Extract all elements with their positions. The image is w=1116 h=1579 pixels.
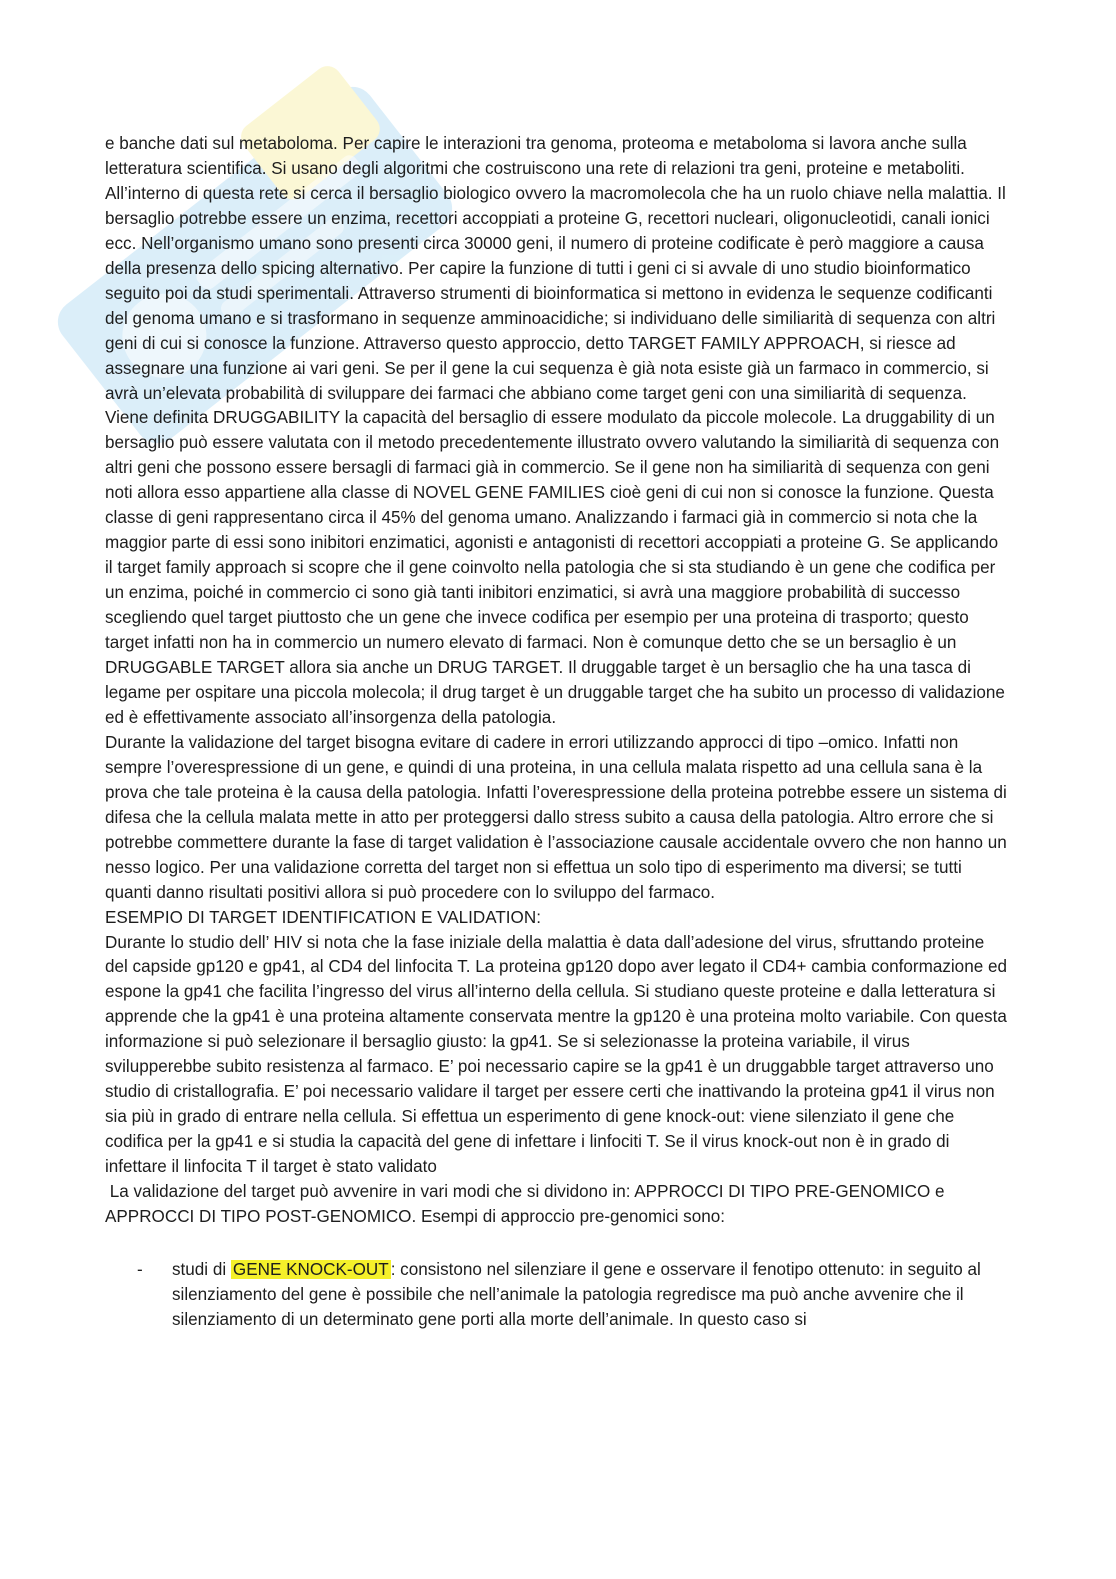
document-body — [105, 132, 1010, 1333]
paragraph-target-identification: e banche dati sul metaboloma. Per capire le interazioni tra genoma, proteoma e metaboloma si lavora anche sulla letteratura scientifica. Si usano degli algoritmi che costruiscono una rete di relazioni tra geni, proteine e metaboliti. All’interno di questa rete si cerca il bersaglio biologico ovvero la macromolecola che ha un ruolo chiave nella malattia. Il bersaglio potrebbe essere un enzima, recettori accoppiati a proteine G, recettori nucleari, oligonucleotidi, canali ionici ecc. Nell’organismo umano sono presenti circa 30000 geni, il numero di proteine codificate è però maggiore a causa della presenza dello spicing alternativo. Per capire la funzione di tutti i geni ci si avvale di uno studio bioinformatico seguito poi da studi sperimentali. Attraverso strumenti di bioinformatica si mettono in evidenza le sequenze codificanti del genoma umano e si trasformano in sequenze amminoacidiche; si individuano delle similiarità di sequenza con altri geni di cui si conosce la funzione. Attraverso questo approccio, detto TARGET FAMILY APPROACH, si riesce ad assegnare una funzione ai vari geni. Se per il gene la cui sequenza è già nota esiste già un farmaco in commercio, si avrà un’elevata probabilità di sviluppare dei farmaci che abbiano come target geni con una similiarità di sequenza. Viene definita DRUGGABILITY la capacità del bersaglio di essere modulato da piccole molecole. La druggability di un bersaglio può essere valutata con il metodo precedentemente illustrato ovvero valutando la similiarità di sequenza con altri geni che possono essere bersagli di farmaci già in commercio. Se il gene non ha similiarità di sequenza con geni noti allora esso appartiene alla classe di NOVEL GENE FAMILIES cioè geni di cui non si conosce la funzione. Questa classe di geni rappresentano circa il 45% del genoma umano. Analizzando i farmaci già in commercio si nota che la maggior parte di essi sono inibitori enzimatici, agonisti e antagonisti di recettori accoppiati a proteine G. Se applicando il target family approach si scopre che il gene coinvolto nella patologia che si sta studiando è un gene che codifica per un enzima, poiché in commercio ci sono già tanti inibitori enzimatici, si avrà una maggiore probabilità di successo scegliendo quel target piuttosto che un gene che invece codifica per esempio per una proteina di trasporto; questo target infatti non ha in commercio un numero elevato di farmaci. Non è comunque detto che se un bersaglio è un DRUGGABLE TARGET allora sia anche un DRUG TARGET. Il druggable target è un bersaglio che ha una tasca di legame per ospitare una piccola molecola; il drug target è un druggable target che ha subito un processo di validazione ed è effettivamente associato all’insorgenza della patologia. — [105, 134, 1006, 727]
list-item-gene-knockout — [172, 1258, 1010, 1333]
bullet-list — [105, 1258, 1010, 1333]
paragraph-approaches: La validazione del target può avvenire in vari modi che si dividono in: APPROCCI DI TIPO PRE-GENOMICO e APPROCCI DI TIPO POST-GENOMICO. Esempi di approccio pre-genomici sono: — [105, 1182, 949, 1226]
paragraph-hiv-example: Durante lo studio dell’ HIV si nota che la fase iniziale della malattia è data dall’adesione del virus, sfruttando proteine del capside gp120 e gp41, al CD4 del linfocita T. La proteina gp120 dopo aver legato il CD4+ cambia conformazione ed espone la gp41 che facilita l’ingresso del virus all’interno della cellula. Si studiano queste proteine e dalla letteratura si apprende che la gp41 è una proteina altamente conservata mentre la gp120 è una proteina molto variabile. Con questa informazione si può selezionare il bersaglio giusto: la gp41. Se si selezionasse la proteina variabile, il virus svilupperebbe subito resistenza al farmaco. E’ poi necessario capire se la gp41 è un druggabble target attraverso uno studio di cristallografia. E’ poi necessario validare il target per essere certi che inattivando la proteina gp41 il virus non sia più in grado di entrare nella cellula. Si effettua un esperimento di gene knock-out: viene silenziato il gene che codifica per la gp41 e si studia la capacità del gene di infettare i linfociti T. Se il virus knock-out non è in grado di infettare il linfocita T il target è stato validato — [105, 932, 1007, 1177]
bullet-text: : consistono nel silenziare il gene e osservare il fenotipo ottenuto: in seguito al silenziamento del gene è possibile che nell’animale la patologia regredisce ma può anche avvenire che il silenziamento di un determinato gene porti alla morte dell’animale. In questo caso si — [172, 1259, 981, 1329]
bullet-dash: - — [137, 1259, 143, 1279]
highlighted-term: GENE KNOCK-OUT — [232, 1259, 389, 1279]
example-heading: ESEMPIO DI TARGET IDENTIFICATION E VALIDATION: — [105, 907, 541, 927]
paragraph-validation-errors: Durante la validazione del target bisogna evitare di cadere in errori utilizzando approcci di tipo –omico. Infatti non sempre l’overespressione di un gene, e quindi di una proteina, in una cellula malata rispetto ad una cellula sana è la prova che tale proteina è la causa della patologia. Infatti l’overespressione della proteina potrebbe essere un sistema di difesa che la cellula malata mette in atto per proteggersi dallo stress subito a causa della patologia. Altro errore che si potrebbe commettere durante la fase di target validation è l’associazione causale accidentale ovvero che non hanno un nesso logico. Per una validazione corretta del target non si effettua un solo tipo di esperimento ma diversi; se tutti quanti danno risultati positivi allora si può procedere con lo sviluppo del farmaco. — [105, 732, 1007, 902]
bullet-prefix: studi di — [172, 1259, 231, 1279]
